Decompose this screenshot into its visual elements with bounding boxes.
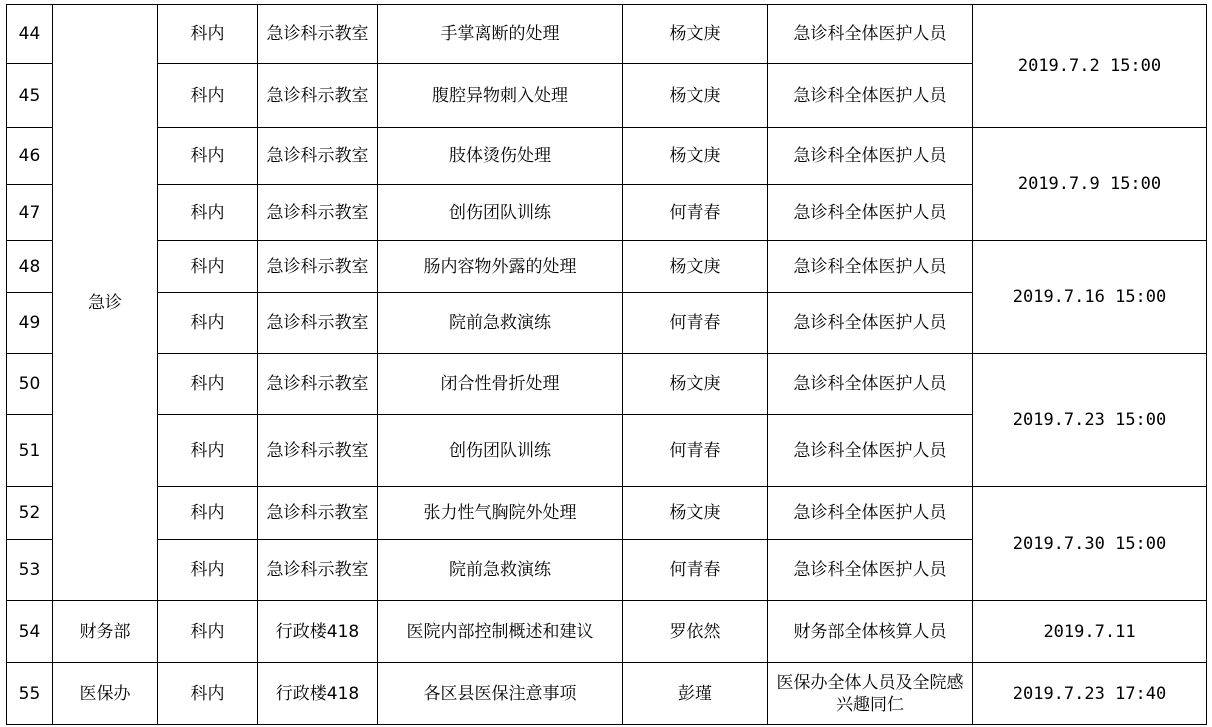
lecturer-cell: 何青春 (623, 185, 768, 241)
time-cell: 2019.7.16 15:00 (973, 241, 1207, 354)
scope-cell: 科内 (158, 64, 258, 128)
row-number: 45 (7, 64, 53, 128)
location-cell: 急诊科示教室 (258, 5, 378, 64)
trainees-cell: 财务部全体核算人员 (768, 601, 973, 663)
lecturer-cell: 杨文庚 (623, 64, 768, 128)
scope-cell: 科内 (158, 293, 258, 354)
scope-cell: 科内 (158, 601, 258, 663)
scope-cell: 科内 (158, 540, 258, 601)
location-cell: 行政楼418 (258, 663, 378, 725)
row-number: 47 (7, 185, 53, 241)
topic-cell: 闭合性骨折处理 (378, 354, 623, 415)
time-cell: 2019.7.30 15:00 (973, 487, 1207, 601)
department-cell: 医保办 (53, 663, 158, 725)
topic-cell: 肢体烫伤处理 (378, 128, 623, 185)
trainees-cell: 急诊科全体医护人员 (768, 64, 973, 128)
location-cell: 急诊科示教室 (258, 64, 378, 128)
department-cell: 急诊 (53, 5, 158, 601)
topic-cell: 肠内容物外露的处理 (378, 241, 623, 293)
topic-cell: 创伤团队训练 (378, 415, 623, 487)
lecturer-cell: 罗依然 (623, 601, 768, 663)
topic-cell: 手掌离断的处理 (378, 5, 623, 64)
lecturer-cell: 杨文庚 (623, 354, 768, 415)
row-number: 48 (7, 241, 53, 293)
row-number: 50 (7, 354, 53, 415)
table-row (7, 128, 1207, 185)
lecturer-cell: 杨文庚 (623, 128, 768, 185)
trainees-cell: 急诊科全体医护人员 (768, 354, 973, 415)
row-number: 54 (7, 601, 53, 663)
time-cell: 2019.7.11 (973, 601, 1207, 663)
time-cell: 2019.7.2 15:00 (973, 5, 1207, 128)
location-cell: 行政楼418 (258, 601, 378, 663)
location-cell: 急诊科示教室 (258, 487, 378, 540)
location-cell: 急诊科示教室 (258, 241, 378, 293)
trainees-cell: 急诊科全体医护人员 (768, 5, 973, 64)
lecturer-cell: 杨文庚 (623, 487, 768, 540)
location-cell: 急诊科示教室 (258, 540, 378, 601)
row-number: 52 (7, 487, 53, 540)
trainees-cell: 急诊科全体医护人员 (768, 185, 973, 241)
scope-cell: 科内 (158, 185, 258, 241)
location-cell: 急诊科示教室 (258, 293, 378, 354)
lecturer-cell: 杨文庚 (623, 5, 768, 64)
row-number: 46 (7, 128, 53, 185)
time-cell: 2019.7.9 15:00 (973, 128, 1207, 241)
topic-cell: 医院内部控制概述和建议 (378, 601, 623, 663)
lecturer-cell: 何青春 (623, 540, 768, 601)
topic-cell: 腹腔异物刺入处理 (378, 64, 623, 128)
scope-cell: 科内 (158, 241, 258, 293)
training-schedule-table (6, 4, 1207, 725)
scope-cell: 科内 (158, 415, 258, 487)
trainees-cell: 急诊科全体医护人员 (768, 241, 973, 293)
department-cell: 财务部 (53, 601, 158, 663)
row-number: 55 (7, 663, 53, 725)
location-cell: 急诊科示教室 (258, 185, 378, 241)
topic-cell: 张力性气胸院外处理 (378, 487, 623, 540)
table-row (7, 241, 1207, 293)
table-row (7, 5, 1207, 64)
row-number: 51 (7, 415, 53, 487)
trainees-cell: 急诊科全体医护人员 (768, 540, 973, 601)
lecturer-cell: 何青春 (623, 415, 768, 487)
topic-cell: 院前急救演练 (378, 540, 623, 601)
location-cell: 急诊科示教室 (258, 128, 378, 185)
table-row (7, 663, 1207, 725)
scope-cell: 科内 (158, 128, 258, 185)
location-cell: 急诊科示教室 (258, 415, 378, 487)
trainees-cell: 急诊科全体医护人员 (768, 415, 973, 487)
table-row (7, 487, 1207, 540)
topic-cell: 创伤团队训练 (378, 185, 623, 241)
scope-cell: 科内 (158, 5, 258, 64)
scope-cell: 科内 (158, 663, 258, 725)
topic-cell: 院前急救演练 (378, 293, 623, 354)
table-row (7, 601, 1207, 663)
location-cell: 急诊科示教室 (258, 354, 378, 415)
scope-cell: 科内 (158, 354, 258, 415)
lecturer-cell: 杨文庚 (623, 241, 768, 293)
trainees-cell: 急诊科全体医护人员 (768, 293, 973, 354)
table-row (7, 354, 1207, 415)
row-number: 44 (7, 5, 53, 64)
topic-cell: 各区县医保注意事项 (378, 663, 623, 725)
scope-cell: 科内 (158, 487, 258, 540)
row-number: 49 (7, 293, 53, 354)
time-cell: 2019.7.23 15:00 (973, 354, 1207, 487)
lecturer-cell: 何青春 (623, 293, 768, 354)
trainees-cell: 急诊科全体医护人员 (768, 128, 973, 185)
trainees-cell: 急诊科全体医护人员 (768, 487, 973, 540)
row-number: 53 (7, 540, 53, 601)
lecturer-cell: 彭瑾 (623, 663, 768, 725)
time-cell: 2019.7.23 17:40 (973, 663, 1207, 725)
trainees-cell: 医保办全体人员及全院感兴趣同仁 (768, 663, 973, 725)
